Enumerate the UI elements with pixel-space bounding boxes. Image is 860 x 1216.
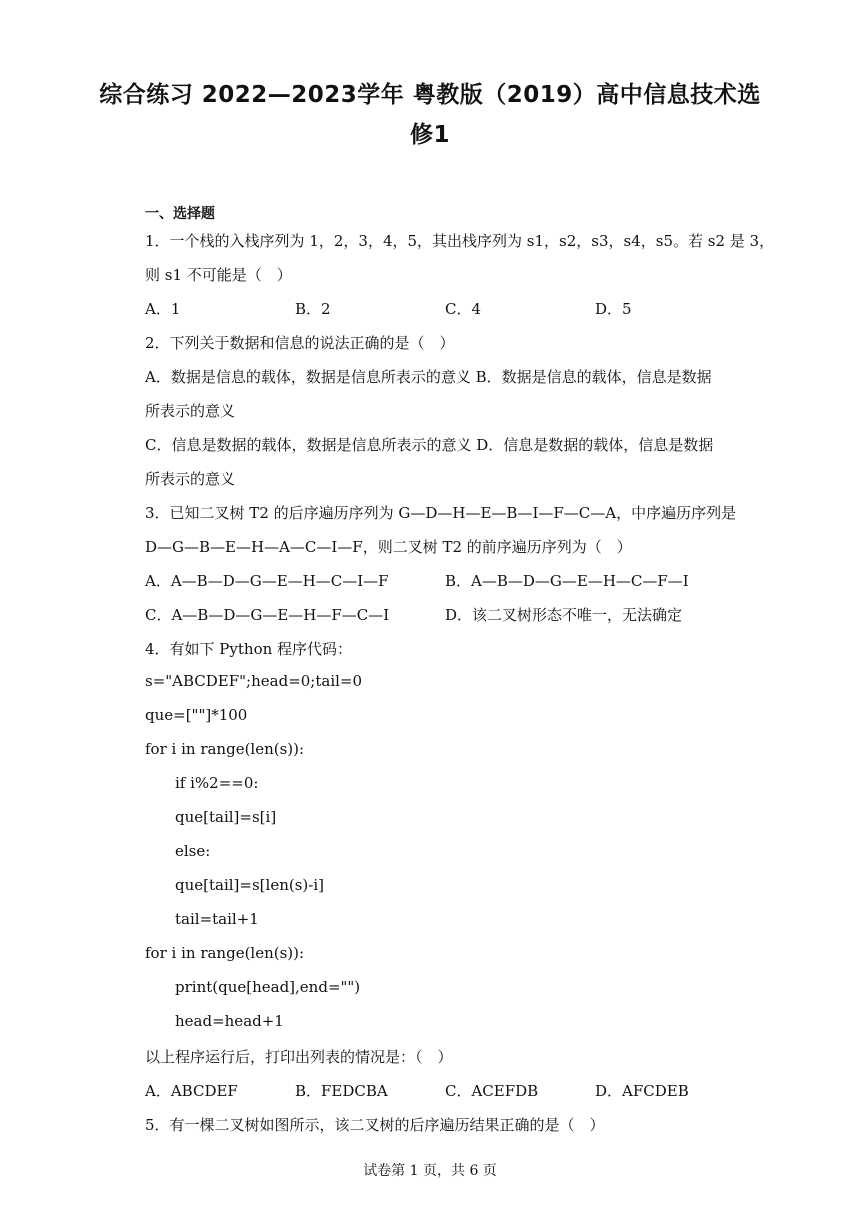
code-line: print(que[head],end="") (175, 978, 361, 996)
q3-option-b: B．A—B—D—G—E—H—C—F—I (445, 572, 689, 590)
q4-option-d: D．AFCDEB (595, 1082, 689, 1100)
q2-options-ab-line2: 所表示的意义 (145, 402, 236, 420)
q1-stem-line2: 则 s1 不可能是（ ） (145, 266, 292, 284)
code-line: if i%2==0: (175, 774, 259, 792)
code-line: for i in range(len(s)): (145, 944, 305, 962)
q4-option-b: B．FEDCBA (295, 1082, 388, 1100)
q1-stem-line1: 1．一个栈的入栈序列为 1，2，3，4，5，其出栈序列为 s1，s2，s3，s4，s5。若 s2 是 3， (145, 232, 775, 250)
code-line: que=[""]*100 (145, 706, 248, 724)
q4-stem: 4．有如下 Python 程序代码： (145, 640, 353, 658)
q4-option-c: C．ACEFDB (445, 1082, 539, 1100)
code-line: for i in range(len(s)): (145, 740, 305, 758)
q1-option-b: B．2 (295, 300, 331, 318)
document-title-line1: 综合练习 2022—2023学年 粤教版（2019）高中信息技术选 (99, 82, 761, 108)
q3-option-a: A．A—B—D—G—E—H—C—I—F (145, 572, 389, 590)
q2-options-ab-line1: A．数据是信息的载体，数据是信息所表示的意义 B．数据是信息的载体，信息是数据 (145, 368, 712, 386)
code-line: tail=tail+1 (175, 910, 259, 928)
q1-option-d: D．5 (595, 300, 632, 318)
q1-option-a: A．1 (145, 300, 181, 318)
code-line: else: (175, 842, 211, 860)
q2-stem: 2．下列关于数据和信息的说法正确的是（ ） (145, 334, 455, 352)
q4-after-text: 以上程序运行后，打印出列表的情况是：（ ） (145, 1048, 453, 1066)
q2-options-cd-line2: 所表示的意义 (145, 470, 236, 488)
q5-stem: 5．有一棵二叉树如图所示，该二叉树的后序遍历结果正确的是（ ） (145, 1116, 605, 1134)
q3-option-d: D．该二叉树形态不唯一，无法确定 (445, 606, 683, 624)
page-footer: 试卷第 1 页，共 6 页 (363, 1163, 497, 1179)
q4-option-a: A．ABCDEF (145, 1082, 238, 1100)
section-heading: 一、选择题 (145, 206, 215, 222)
code-line: que[tail]=s[i] (175, 808, 277, 826)
q3-option-c: C．A—B—D—G—E—H—F—C—I (145, 606, 390, 624)
code-line: que[tail]=s[len(s)-i] (175, 876, 324, 894)
document-title-line2: 修1 (409, 122, 450, 148)
q1-option-c: C．4 (445, 300, 482, 318)
q2-options-cd-line1: C．信息是数据的载体，数据是信息所表示的意义 D．信息是数据的载体，信息是数据 (145, 436, 714, 454)
q3-stem-line1: 3．已知二叉树 T2 的后序遍历序列为 G—D—H—E—B—I—F—C—A，中序遍历序列是 (145, 504, 737, 522)
code-line: s="ABCDEF";head=0;tail=0 (145, 672, 363, 690)
q3-stem-line2: D—G—B—E—H—A—C—I—F，则二叉树 T2 的前序遍历序列为（ ） (145, 538, 632, 556)
code-line: head=head+1 (175, 1012, 284, 1030)
